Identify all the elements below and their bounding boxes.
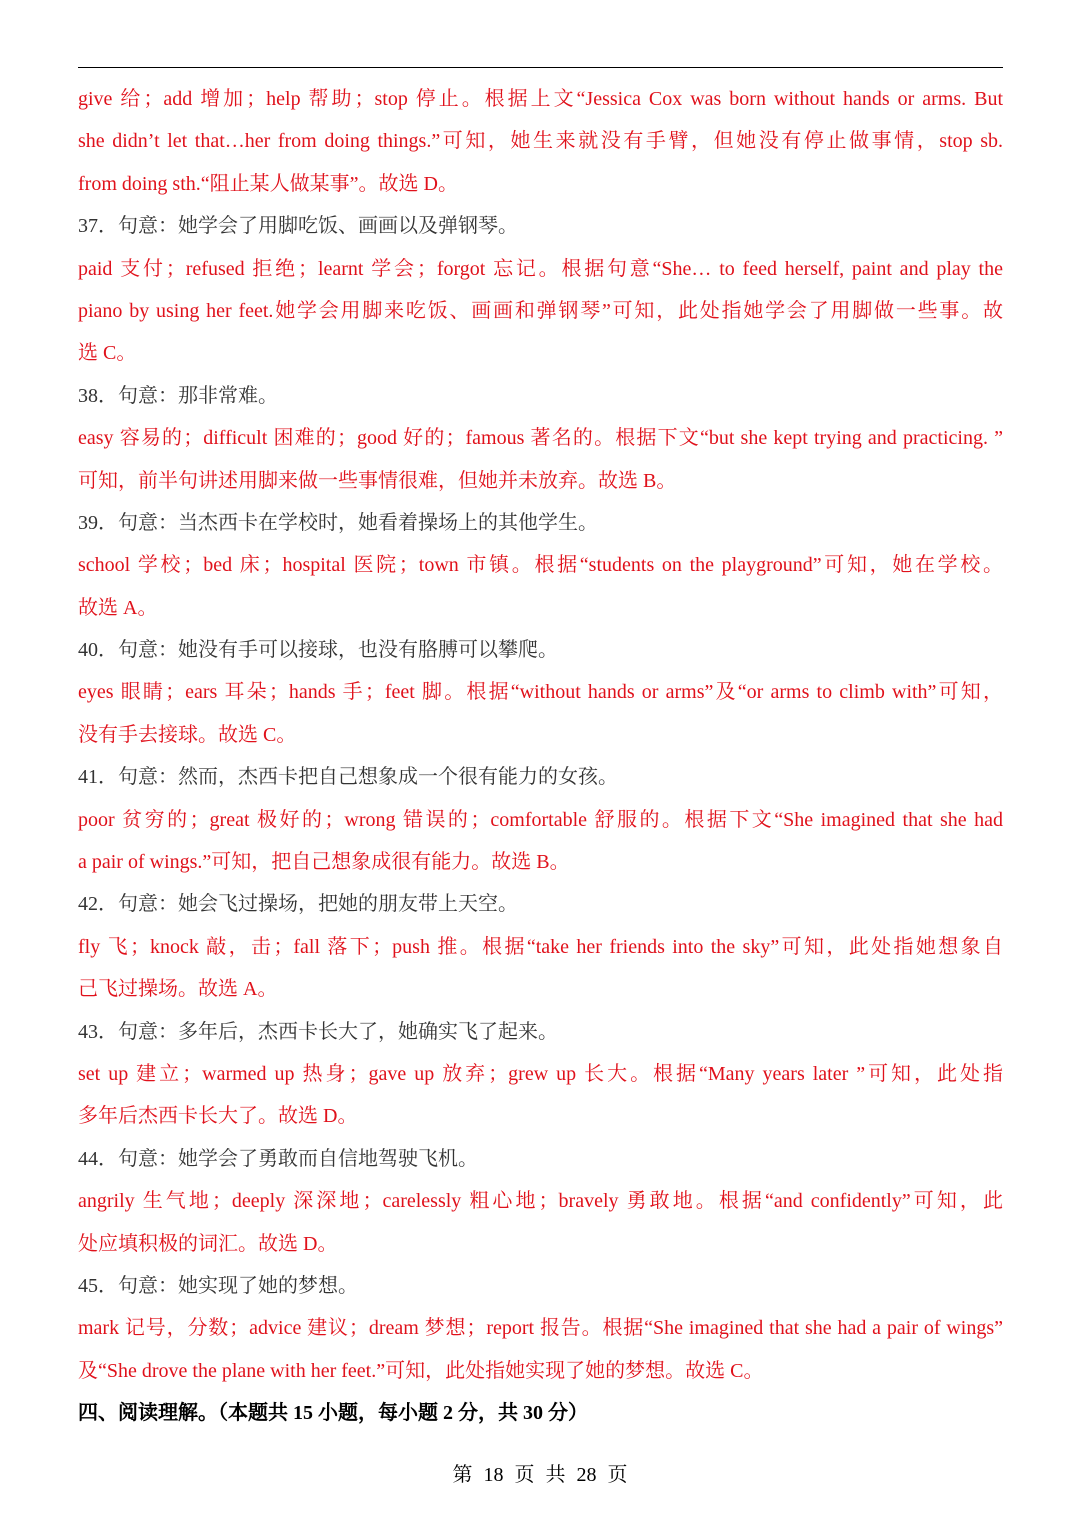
explanation-line: 己飞过操场。故选 A。: [78, 978, 278, 1001]
explanation-line: 故选 A。: [78, 596, 158, 619]
explanation-line: easy 容易的；difficult 困难的；good 好的；famous 著名的。根据下文“but she kept trying and practicing. ”: [78, 427, 1003, 450]
sentence-meaning-line: 38．句意：那非常难。: [78, 384, 278, 407]
explanation-line: 处应填积极的词汇。故选 D。: [78, 1232, 338, 1255]
page-footer: 第 18 页 共 28 页: [452, 1464, 628, 1486]
explanation-line: set up 建立；warmed up 热身；gave up 放弃；grew up 长大。根据“Many years later ”可知，此处指: [78, 1062, 1003, 1085]
explanation-line: 可知，前半句讲述用脚来做一些事情很难，但她并未放弃。故选 B。: [78, 469, 677, 492]
explanation-line: from doing sth.“阻止某人做某事”。故选 D。: [78, 172, 458, 195]
sentence-meaning-line: 41．句意：然而，杰西卡把自己想象成一个很有能力的女孩。: [78, 766, 618, 789]
section-heading: 四、阅读理解。（本题共 15 小题，每小题 2 分，共 30 分）: [78, 1402, 588, 1425]
explanation-line: she didn’t let that…her from doing things.”可知，她生来就没有手臂，但她没有停止做事情，stop sb.: [78, 130, 1003, 153]
explanation-line: paid 支付；refused 拒绝；learnt 学会；forgot 忘记。根据句意“She… to feed herself, paint and play the: [78, 257, 1003, 280]
explanation-line: school 学校；bed 床；hospital 医院；town 市镇。根据“students on the playground”可知，她在学校。: [78, 554, 1003, 577]
explanation-line: fly 飞；knock 敲，击；fall 落下；push 推。根据“take her friends into the sky”可知，此处指她想象自: [78, 935, 1003, 958]
header-rule: [78, 67, 1003, 68]
explanation-line: give 给；add 增加；help 帮助；stop 停止。根据上文“Jessica Cox was born without hands or arms. But: [78, 88, 1003, 110]
sentence-meaning-line: 40．句意：她没有手可以接球，也没有胳膊可以攀爬。: [78, 639, 558, 662]
sentence-meaning-line: 45．句意：她实现了她的梦想。: [78, 1274, 358, 1297]
explanation-line: angrily 生气地；deeply 深深地；carelessly 粗心地；bravely 勇敢地。根据“and confidently”可知，此: [78, 1190, 1003, 1213]
sentence-meaning-line: 42．句意：她会飞过操场，把她的朋友带上天空。: [78, 893, 518, 916]
sentence-meaning-line: 44．句意：她学会了勇敢而自信地驾驶飞机。: [78, 1147, 478, 1170]
explanation-line: poor 贫穷的；great 极好的；wrong 错误的；comfortable 舒服的。根据下文“She imagined that she had: [78, 808, 1003, 831]
explanation-line: a pair of wings.”可知，把自己想象成很有能力。故选 B。: [78, 851, 570, 874]
explanation-line: eyes 眼睛；ears 耳朵；hands 手；feet 脚。根据“without hands or arms”及“or arms to climb with”可知，: [78, 681, 1003, 704]
explanation-line: 没有手去接球。故选 C。: [78, 723, 297, 746]
explanation-line: 多年后杰西卡长大了。故选 D。: [78, 1105, 358, 1128]
sentence-meaning-line: 37．句意：她学会了用脚吃饭、画画以及弹钢琴。: [78, 215, 518, 238]
explanation-line: piano by using her feet.她学会用脚来吃饭、画画和弹钢琴”可知，此处指她学会了用脚做一些事。故: [78, 299, 1003, 322]
explanation-line: 选 C。: [78, 342, 137, 365]
explanation-line: mark 记号，分数；advice 建议；dream 梦想；report 报告。根据“She imagined that she had a pair of wings”: [78, 1317, 1003, 1340]
sentence-meaning-line: 39．句意：当杰西卡在学校时，她看着操场上的其他学生。: [78, 511, 598, 534]
answer-explanations: [78, 78, 1003, 1435]
explanation-line: 及“She drove the plane with her feet.”可知，此处指她实现了她的梦想。故选 C。: [78, 1359, 764, 1382]
sentence-meaning-line: 43．句意：多年后，杰西卡长大了，她确实飞了起来。: [78, 1020, 558, 1043]
